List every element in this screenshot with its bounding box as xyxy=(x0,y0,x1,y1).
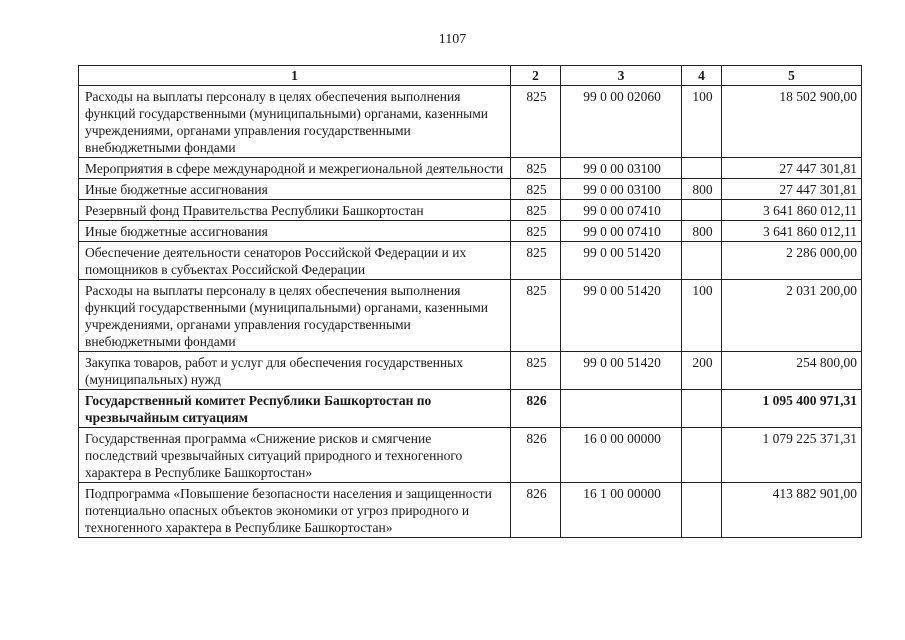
table-row xyxy=(79,158,862,179)
expense-type-cell xyxy=(682,483,722,538)
row-name-cell: Подпрограмма «Повышение безопасности населения и защищенности потенциально опасных объектов экономики от угроз природного и техногенного характера в Республике Башкортостан» xyxy=(79,483,511,538)
table-row xyxy=(79,352,862,390)
table-row xyxy=(79,221,862,242)
table-row xyxy=(79,483,862,538)
ministry-code-cell: 825 xyxy=(511,242,561,280)
target-article-cell: 99 0 00 03100 xyxy=(561,158,682,179)
budget-table xyxy=(78,65,862,538)
amount-cell: 2 286 000,00 xyxy=(722,242,862,280)
expense-type-cell: 800 xyxy=(682,221,722,242)
amount-cell: 27 447 301,81 xyxy=(722,179,862,200)
amount-cell: 1 095 400 971,31 xyxy=(722,390,862,428)
column-header: 5 xyxy=(722,66,862,86)
amount-cell: 3 641 860 012,11 xyxy=(722,200,862,221)
column-header: 2 xyxy=(511,66,561,86)
table-row xyxy=(79,242,862,280)
row-name-cell: Иные бюджетные ассигнования xyxy=(79,179,511,200)
row-name-cell: Государственная программа «Снижение рисков и смягчение последствий чрезвычайных ситуаций природного и техногенного характера в Республике Башкортостан» xyxy=(79,428,511,483)
amount-cell: 2 031 200,00 xyxy=(722,280,862,352)
expense-type-cell: 800 xyxy=(682,179,722,200)
target-article-cell: 99 0 00 02060 xyxy=(561,86,682,158)
table-header-row xyxy=(79,66,862,86)
row-name-cell: Расходы на выплаты персоналу в целях обеспечения выполнения функций государственными (муниципальными) органами, казенными учреждениями, органами управления государственными внебюджетными фондами xyxy=(79,280,511,352)
ministry-code-cell: 826 xyxy=(511,483,561,538)
amount-cell: 3 641 860 012,11 xyxy=(722,221,862,242)
target-article-cell: 99 0 00 03100 xyxy=(561,179,682,200)
table-row xyxy=(79,86,862,158)
expense-type-cell: 100 xyxy=(682,280,722,352)
target-article-cell: 16 0 00 00000 xyxy=(561,428,682,483)
table-row xyxy=(79,428,862,483)
expense-type-cell xyxy=(682,158,722,179)
target-article-cell: 99 0 00 07410 xyxy=(561,221,682,242)
amount-cell: 18 502 900,00 xyxy=(722,86,862,158)
row-name-cell: Мероприятия в сфере международной и межрегиональной деятельности xyxy=(79,158,511,179)
column-header: 4 xyxy=(682,66,722,86)
expense-type-cell xyxy=(682,200,722,221)
expense-type-cell: 100 xyxy=(682,86,722,158)
row-name-cell: Обеспечение деятельности сенаторов Российской Федерации и их помощников в субъектах Российской Федерации xyxy=(79,242,511,280)
ministry-code-cell: 826 xyxy=(511,428,561,483)
table-row xyxy=(79,390,862,428)
target-article-cell: 99 0 00 51420 xyxy=(561,242,682,280)
row-name-cell: Резервный фонд Правительства Республики Башкортостан xyxy=(79,200,511,221)
expense-type-cell xyxy=(682,242,722,280)
target-article-cell: 99 0 00 51420 xyxy=(561,280,682,352)
row-name-cell: Иные бюджетные ассигнования xyxy=(79,221,511,242)
ministry-code-cell: 826 xyxy=(511,390,561,428)
ministry-code-cell: 825 xyxy=(511,352,561,390)
target-article-cell: 99 0 00 51420 xyxy=(561,352,682,390)
amount-cell: 254 800,00 xyxy=(722,352,862,390)
page-number: 1107 xyxy=(438,32,467,47)
table-row xyxy=(79,200,862,221)
table-row xyxy=(79,280,862,352)
expense-type-cell xyxy=(682,428,722,483)
ministry-code-cell: 825 xyxy=(511,221,561,242)
amount-cell: 413 882 901,00 xyxy=(722,483,862,538)
target-article-cell xyxy=(561,390,682,428)
expense-type-cell xyxy=(682,390,722,428)
expense-type-cell: 200 xyxy=(682,352,722,390)
column-header: 1 xyxy=(79,66,511,86)
row-name-cell: Расходы на выплаты персоналу в целях обеспечения выполнения функций государственными (муниципальными) органами, казенными учреждениями, органами управления государственными внебюджетными фондами xyxy=(79,86,511,158)
ministry-code-cell: 825 xyxy=(511,179,561,200)
column-header: 3 xyxy=(561,66,682,86)
row-name-cell: Государственный комитет Республики Башкортостан по чрезвычайным ситуациям xyxy=(79,390,511,428)
table-row xyxy=(79,179,862,200)
ministry-code-cell: 825 xyxy=(511,158,561,179)
amount-cell: 27 447 301,81 xyxy=(722,158,862,179)
ministry-code-cell: 825 xyxy=(511,200,561,221)
row-name-cell: Закупка товаров, работ и услуг для обеспечения государственных (муниципальных) нужд xyxy=(79,352,511,390)
target-article-cell: 99 0 00 07410 xyxy=(561,200,682,221)
amount-cell: 1 079 225 371,31 xyxy=(722,428,862,483)
ministry-code-cell: 825 xyxy=(511,280,561,352)
ministry-code-cell: 825 xyxy=(511,86,561,158)
target-article-cell: 16 1 00 00000 xyxy=(561,483,682,538)
